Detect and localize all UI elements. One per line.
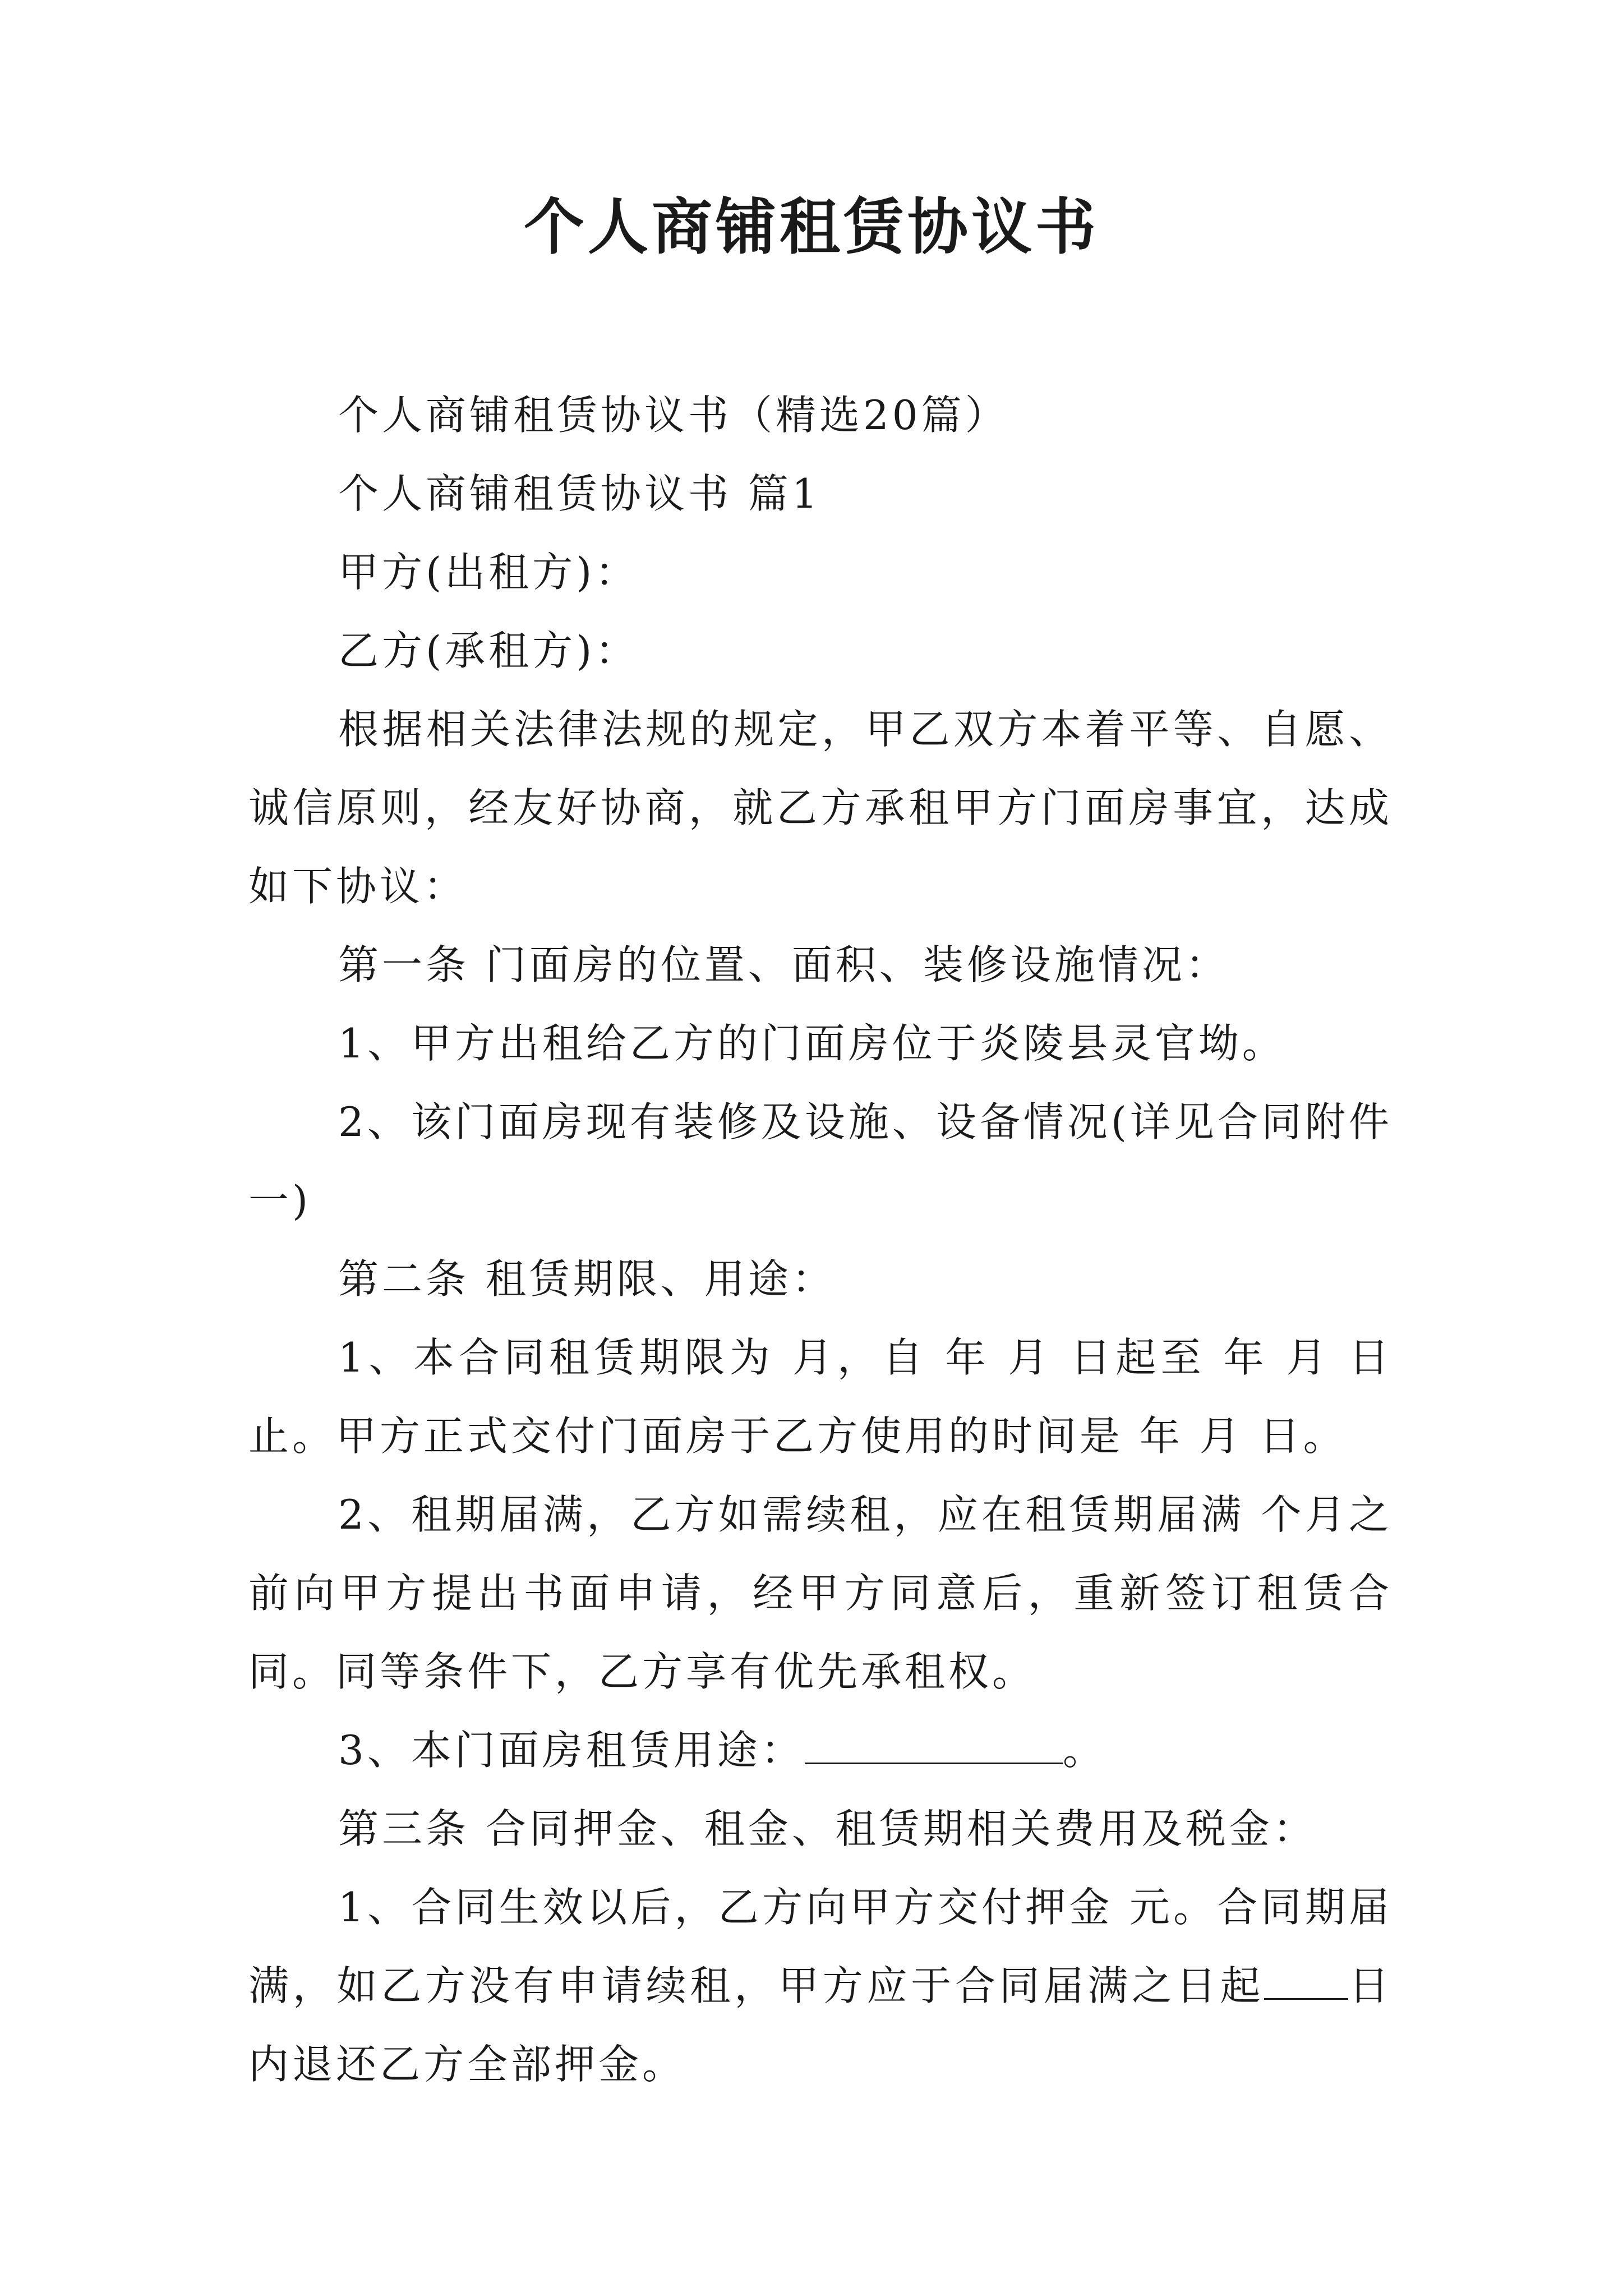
usage-end: 。 [1062,1727,1106,1774]
usage-label: 3、本门面房租赁用途： [338,1727,805,1774]
clause-1-item-1: 1、甲方出租给乙方的门面房位于炎陵县灵官坳。 [338,1020,1286,1067]
clause-2-item-3 [248,1711,1393,1789]
preamble-paragraph: 根据相关法律法规的规定，甲乙双方本着平等、自愿、诚信原则，经友好协商，就乙方承租甲方门面房事宜，达成如下协议： [248,706,1393,910]
clause-1-item-2: 2、该门面房现有装修及设施、设备情况(详见合同附件一) [248,1098,1393,1224]
subtitle-paragraph: 个人商铺租赁协议书（精选20篇） [338,392,1009,439]
document-body [248,376,1393,2104]
party-a-line: 甲方(出租方)： [338,549,639,596]
deposit-text-start: 1、合同生效以后，乙方向甲方交付押金 元。合同期届满，如乙方没有申请续租，甲方应于合同届满之日起 [248,1884,1393,2009]
clause-2-item-1: 1、本合同租赁期限为 月，自 年 月 日起至 年 月 日止。甲方正式交付门面房于乙方使用的时间是 年 月 日。 [248,1334,1393,1460]
deposit-text-end: 日内退还乙方全部押金。 [248,1962,1393,2088]
deposit-days-blank [1264,1963,1348,2000]
usage-blank [805,1728,1063,1764]
clause-1-heading: 第一条 门面房的位置、面积、装修设施情况： [338,941,1229,988]
section-heading-article-1: 个人商铺租赁协议书 篇1 [338,470,821,517]
clause-2-heading: 第二条 租赁期限、用途： [338,1255,836,1303]
document-title: 个人商铺租赁协议书 [523,192,1099,263]
party-b-line: 乙方(承租方)： [338,627,639,674]
clause-3-item-1 [248,1868,1393,2104]
clause-2-item-2: 2、租期届满，乙方如需续租，应在租赁期届满 个月之前向甲方提出书面申请，经甲方同意后，重新签订租赁合同。同等条件下，乙方享有优先承租权。 [248,1491,1393,1695]
clause-3-heading: 第三条 合同押金、租金、租赁期相关费用及税金： [338,1805,1317,1852]
